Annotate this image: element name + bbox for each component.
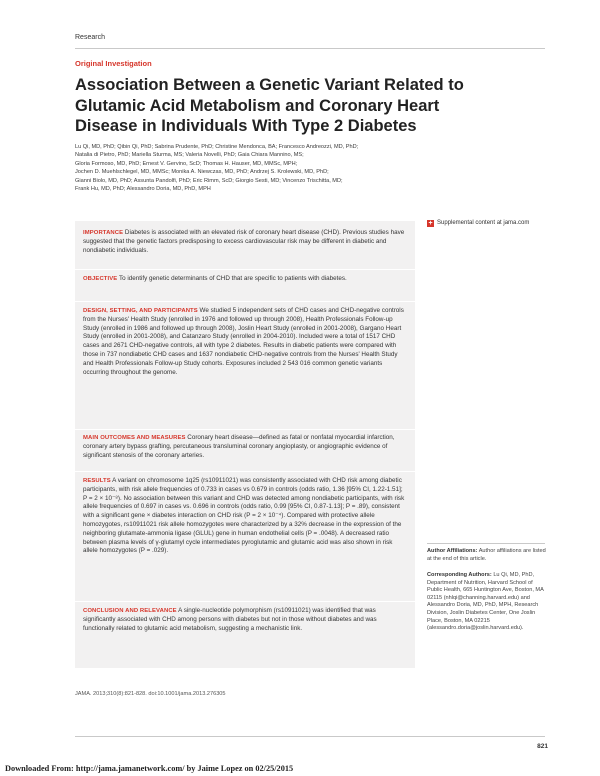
design-label: DESIGN, SETTING, AND PARTICIPANTS [83, 308, 198, 314]
corresponding-label: Corresponding Authors: [427, 572, 492, 578]
outcomes-text: Coronary heart disease—defined as fatal or nonfatal myocardial infarction, coronary artery bypass grafting, percutaneous transluminal coronary angioplasty, or angiographic evidence of significant stenosis of the coronary arteries. [83, 434, 395, 459]
author-affiliations [427, 548, 547, 563]
abstract-conclusion [83, 607, 407, 633]
article-title: Association Between a Genetic Variant Related to Glutamic Acid Metabolism and Coronary Heart Disease in Individuals With Type 2 Diabetes [75, 76, 464, 135]
abstract-importance [83, 229, 407, 255]
footer-divider [75, 736, 545, 737]
abstract-results [83, 477, 407, 556]
author-list [75, 143, 435, 193]
corresponding-authors [427, 572, 547, 633]
outcomes-label: MAIN OUTCOMES AND MEASURES [83, 435, 186, 441]
abstract-divider [75, 471, 415, 472]
abstract-divider [75, 429, 415, 430]
conclusion-label: CONCLUSION AND RELEVANCE [83, 608, 177, 614]
abstract-outcomes [83, 434, 407, 460]
supplemental-content-link[interactable] [427, 219, 552, 227]
objective-text: To identify genetic determinants of CHD that are specific to patients with diabetes. [118, 275, 347, 282]
conclusion-text: A single-nucleotide polymorphism (rs10911021) was identified that was significantly associated with CHD among persons with diabetes but not in those without diabetes and was functionally related to glutamic acid metabolism, suggesting a mechanistic link. [83, 607, 377, 632]
results-label: RESULTS [83, 478, 111, 484]
affiliations-text: Author affiliations are listed at the end of this article. [427, 548, 546, 562]
citation: JAMA. 2013;310(8):821-828. doi:10.1001/jama.2013.276305 [75, 691, 226, 697]
abstract-divider [75, 269, 415, 270]
importance-text: Diabetes is associated with an elevated risk of coronary heart disease (CHD). Previous studies have suggested that the genetic factors predisposing to excess cardiovascular risk may be different in diabetic and nondiabetic individuals. [83, 229, 405, 254]
supplemental-text: Supplemental content at jama.com [437, 220, 530, 226]
results-text: A variant on chromosome 1q25 (rs10911021) was consistently associated with CHD risk among diabetic participants, with risk allele frequencies of 0.733 in cases vs 0.679 in controls (odds ratio, 1.36 [95% CI, 1.22-1.51]; P = 2 × 10⁻⁸). No association between this variant and CHD was detected among nondiabetic participants, with risk allele frequencies of 0.697 in cases vs. 0.696 in controls (odds ratio, 0.99 [95% CI, 0.87-1.13]; P = .89), consistent with a significant gene × diabetes interaction on CHD risk (P = 2 × 10⁻⁴). Compared with protective allele homozygotes, rs10911021 risk allele homozygotes were characterized by a 32% decrease in the expression of the neighboring glutamate-ammonia ligase (GLUL) gene in human endothelial cells (P = .0048). A decreased ratio between plasma levels of γ-glutamyl cycle intermediates pyroglutamic and glutamic acid was also shown in risk allele homozygotes (P = .029). [83, 477, 405, 555]
sidebar-divider [427, 543, 545, 544]
objective-label: OBJECTIVE [83, 276, 118, 282]
importance-label: IMPORTANCE [83, 230, 124, 236]
page-number: 821 [537, 743, 548, 750]
author-line: Frank Hu, MD, PhD; Alessandro Doria, MD, PhD, MPH [75, 186, 211, 193]
author-line: Gianni Biolo, MD, PhD; Assunta Pandolfi, PhD; Eric Rimm, ScD; Giorgio Sesti, MD; Vincenzo Trischitta, MD; [75, 177, 343, 184]
author-line: Jochen D. Muehlschlegel, MD, MMSc; Monika A. Niewczas, MD, PhD; Andrzej S. Krolewski, MD, PhD; [75, 169, 329, 176]
abstract-divider [75, 301, 415, 302]
author-line: Gloria Formoso, MD, PhD; Ernest V. Gervino, ScD; Thomas H. Hauser, MD, MMSc, MPH; [75, 160, 298, 167]
abstract-objective [83, 275, 407, 284]
design-text: We studied 5 independent sets of CHD cases and CHD-negative controls from the Nurses' Health Study (enrolled in 1976 and followed up through 2008), Health Professionals Follow-up Study (enrolled in 1986 and followed up through 2008), Joslin Heart Study (enrolled in 2001-2008), Gargano Heart Study (enrolled in 2001-2008), and Catanzaro Study (enrolled in 2004-2010). Included were a total of 1517 CHD cases and 2671 CHD-negative controls, all with type 2 diabetes. Results in diabetic patients were compared with those in 737 nondiabetic CHD cases and 1637 nondiabetic CHD-negative controls from the Nurses' Health Study and Health Professionals Follow-up Study cohorts. Exposures included 2 543 016 common genetic variants occurring throughout the genome. [83, 307, 404, 376]
corresponding-text: Lu Qi, MD, PhD, Department of Nutrition, Harvard School of Public Health, 665 Huntington Ave, Boston, MA 02115 (nhlqi@channing.harvard.edu) and Alessandro Doria, MD, PhD, MPH, Research Division, Joslin Diabetes Center, One Joslin Place, Boston, MA 02215 (alessandro.doria@joslin.harvard.edu). [427, 572, 544, 632]
section-label: Research [75, 34, 105, 41]
download-notice: Downloaded From: http://jama.jamanetwork.com/ by Jaime Lopez on 02/25/2015 [5, 764, 294, 773]
author-line: Natalia di Pietro, PhD; Mariella Sturma, MS; Valeria Novelli, PhD; Gaia Chiara Mannino, MS; [75, 152, 304, 159]
author-line: Lu Qi, MD, PhD; Qibin Qi, PhD; Sabrina Prudente, PhD; Christine Mendonca, BA; Francesco Andreozzi, MD, PhD; [75, 144, 359, 150]
abstract-divider [75, 601, 415, 602]
abstract-box [75, 221, 415, 668]
abstract-design [83, 307, 407, 377]
header-divider [75, 48, 545, 49]
article-type: Original Investigation [75, 59, 152, 68]
plus-icon: + [428, 220, 433, 227]
affiliations-label: Author Affiliations: [427, 548, 478, 554]
